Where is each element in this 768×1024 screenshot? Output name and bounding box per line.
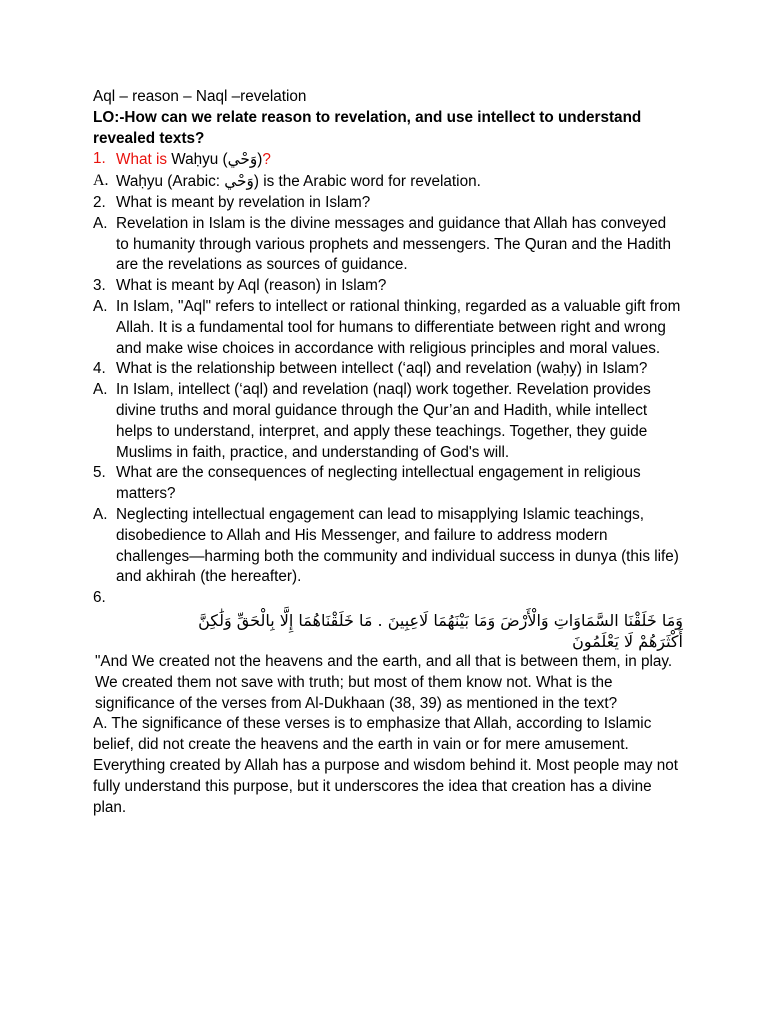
- question-3-text: What is meant by Aql (reason) in Islam?: [116, 277, 387, 295]
- question-5: [93, 463, 683, 505]
- quran-verse-line-1: وَمَا خَلَقْنَا السَّمَاوَاتِ وَالْأَرْضَ وَمَا بَيْنَهُمَا لَاعِبِينَ . مَا خَلَقْنَاهُمَا إِلَّا بِالْحَقِّ وَلَٰكِنَّ: [198, 610, 683, 630]
- question-2: [93, 193, 683, 214]
- answer-1-arabic: وَحْي: [224, 172, 254, 191]
- answer-1-text-after: ) is the Arabic word for revelation.: [253, 173, 481, 191]
- learning-objective: LO:-How can we relate reason to revelation, and use intellect to understand revealed texts?: [93, 108, 642, 147]
- question-1-arabic: وَحْي: [227, 150, 258, 169]
- document-page: [93, 87, 683, 818]
- answer-5: [93, 505, 683, 588]
- document-title: Aql – reason – Naql –revelation: [93, 88, 307, 105]
- question-5-text: What are the consequences of neglecting intellectual engagement in religious matters?: [116, 464, 641, 503]
- question-5-number: 5.: [93, 464, 106, 482]
- answer-5-marker: A.: [93, 505, 108, 523]
- answer-1: [93, 171, 683, 193]
- question-4-text: What is the relationship between intellect (‘aql) and revelation (waḥy) in Islam?: [116, 360, 648, 378]
- answer-3-text: In Islam, "Aql" refers to intellect or rational thinking, regarded as a valuable gift from Allah. It is a fundamental tool for humans to differentiate between right and wrong and make wise choices in accordance with religious principles and moral values.: [116, 297, 681, 357]
- question-1-close: ): [257, 151, 263, 169]
- answer-5-text: Neglecting intellectual engagement can lead to misapplying Islamic teachings, disobedience to Allah and His Messenger, and failure to address modern challenges—harming both the community and individual success in dunya (this life) and akhirah (the hereafter).: [116, 505, 679, 586]
- answer-1-marker: A.: [93, 172, 109, 190]
- question-4-number: 4.: [93, 360, 106, 378]
- question-1-prefix: What is: [116, 151, 167, 169]
- quran-verse-line-2: أَكْثَرَهُمْ لَا يَعْلَمُونَ: [572, 631, 683, 651]
- question-3-number: 3.: [93, 277, 106, 295]
- answer-3: [93, 297, 683, 359]
- question-2-number: 2.: [93, 193, 106, 211]
- question-1: [93, 149, 683, 171]
- answer-1-text-before: Waḥyu (Arabic:: [116, 173, 225, 191]
- question-3: [93, 276, 683, 297]
- answer-6-text: The significance of these verses is to emphasize that Allah, according to Islamic belief, did not create the heavens and the earth in vain or for mere amusement. Everything created by Allah has a purpose and wisdom behind it. Most people may not fully understand this purpose, but it underscores the idea that creation has a divine plan.: [93, 715, 679, 816]
- question-4: [93, 359, 683, 380]
- question-1-qmark: ?: [262, 151, 271, 169]
- question-6: [93, 588, 683, 609]
- answer-4-marker: A.: [93, 381, 108, 399]
- quran-verse-arabic: [93, 610, 683, 652]
- answer-4: [93, 380, 683, 463]
- question-1-term: Waḥyu (: [167, 151, 228, 169]
- answer-2: [93, 214, 683, 276]
- answer-2-marker: A.: [93, 214, 108, 232]
- question-2-text: What is meant by revelation in Islam?: [116, 193, 371, 211]
- question-1-number: 1.: [93, 150, 106, 168]
- answer-3-marker: A.: [93, 297, 108, 315]
- verse-translation-question: "And We created not the heavens and the earth, and all that is between them, in play. We created them not save with truth; but most of them know not. What is the significance of the verses from Al-Dukhaan (38, 39) as mentioned in the text?: [95, 652, 673, 712]
- answer-6: [93, 714, 683, 818]
- question-6-number: 6.: [93, 589, 106, 607]
- answer-4-text: In Islam, intellect (‘aql) and revelation (naql) work together. Revelation provides divine truths and moral guidance through the Qur’an and Hadith, while intellect helps to understand, interpret, and apply these teachings. Together, they guide Muslims in faith, practice, and understanding of God's will.: [116, 381, 651, 461]
- answer-6-marker: A.: [93, 715, 108, 733]
- answer-2-text: Revelation in Islam is the divine messages and guidance that Allah has conveyed to humanity through various prophets and messengers. The Quran and the Hadith are the revelations as sources of guidance.: [116, 214, 671, 274]
